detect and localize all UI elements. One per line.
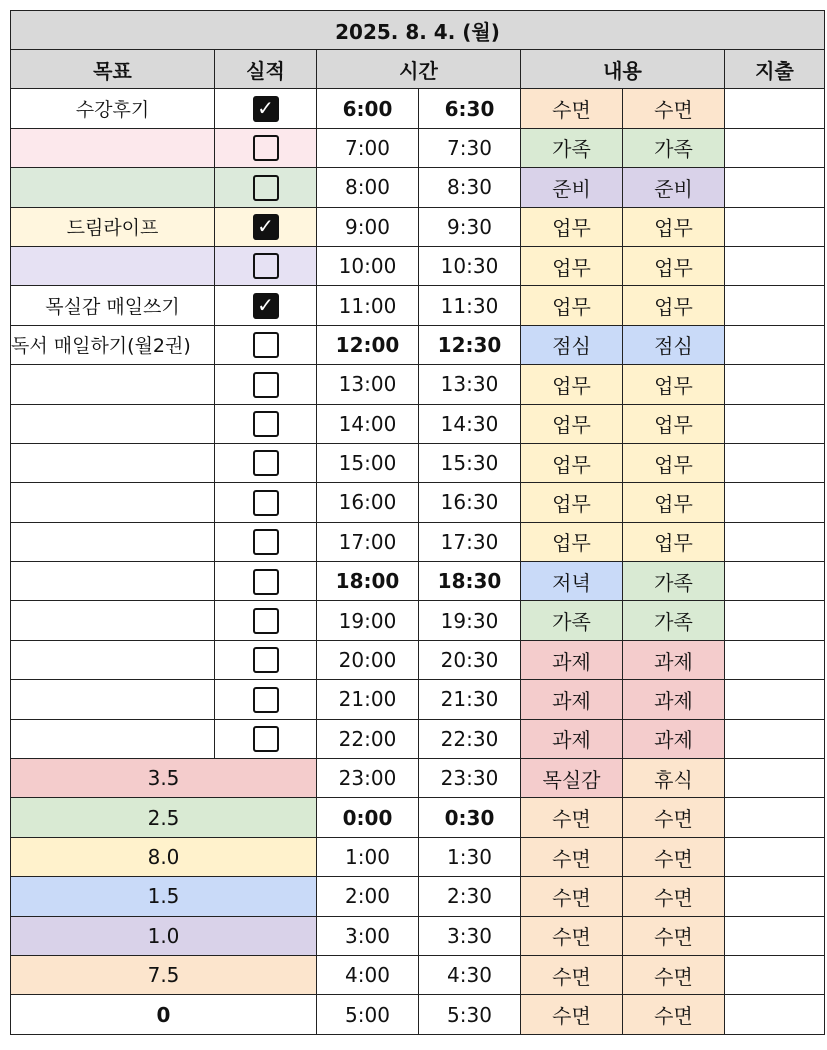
summary-hours-cell: 7.5 [11, 955, 317, 994]
summary-hours-cell: 2.5 [11, 798, 317, 837]
end-time-cell: 5:30 [419, 995, 521, 1034]
activity-cell[interactable]: 업무 [623, 286, 725, 325]
schedule-row [11, 483, 825, 522]
activity-cell[interactable]: 준비 [623, 168, 725, 207]
start-time-cell: 7:00 [317, 128, 419, 167]
schedule-row [11, 404, 825, 443]
unchecked-checkbox[interactable] [253, 332, 279, 358]
header-expense: 지출 [725, 50, 825, 89]
expense-cell[interactable] [725, 995, 825, 1034]
result-cell [215, 286, 317, 325]
expense-cell[interactable] [725, 877, 825, 916]
start-time-cell: 11:00 [317, 286, 419, 325]
daily-planner-table [10, 10, 825, 1035]
activity-cell[interactable]: 업무 [623, 443, 725, 482]
activity-cell[interactable]: 수면 [623, 89, 725, 128]
activity-cell[interactable]: 목실감 [521, 759, 623, 798]
activity-cell[interactable]: 수면 [521, 89, 623, 128]
expense-cell[interactable] [725, 955, 825, 994]
result-cell [215, 207, 317, 246]
result-cell [215, 719, 317, 758]
schedule-row [11, 837, 825, 876]
start-time-cell: 23:00 [317, 759, 419, 798]
activity-cell[interactable]: 업무 [521, 365, 623, 404]
activity-cell[interactable]: 준비 [521, 168, 623, 207]
summary-hours-cell: 0 [11, 995, 317, 1034]
activity-cell[interactable]: 업무 [521, 286, 623, 325]
goal-cell[interactable] [11, 483, 215, 522]
schedule-row [11, 798, 825, 837]
unchecked-checkbox[interactable] [253, 490, 279, 516]
summary-hours-cell: 1.5 [11, 877, 317, 916]
schedule-row [11, 995, 825, 1034]
result-cell [215, 522, 317, 561]
expense-cell[interactable] [725, 522, 825, 561]
start-time-cell: 8:00 [317, 168, 419, 207]
schedule-row [11, 877, 825, 916]
expense-cell[interactable] [725, 325, 825, 364]
activity-cell[interactable]: 과제 [521, 680, 623, 719]
end-time-cell: 7:30 [419, 128, 521, 167]
start-time-cell: 22:00 [317, 719, 419, 758]
start-time-cell: 10:00 [317, 246, 419, 285]
schedule-row [11, 680, 825, 719]
result-cell [215, 246, 317, 285]
summary-hours-cell: 8.0 [11, 837, 317, 876]
end-time-cell: 9:30 [419, 207, 521, 246]
unchecked-checkbox[interactable] [253, 372, 279, 398]
activity-cell[interactable]: 수면 [521, 837, 623, 876]
activity-cell[interactable]: 업무 [623, 365, 725, 404]
end-time-cell: 20:30 [419, 640, 521, 679]
unchecked-checkbox[interactable] [253, 608, 279, 634]
schedule-row [11, 522, 825, 561]
activity-cell[interactable]: 업무 [623, 246, 725, 285]
goal-cell[interactable] [11, 601, 215, 640]
unchecked-checkbox[interactable] [253, 450, 279, 476]
expense-cell[interactable] [725, 483, 825, 522]
start-time-cell: 17:00 [317, 522, 419, 561]
start-time-cell: 19:00 [317, 601, 419, 640]
start-time-cell: 3:00 [317, 916, 419, 955]
result-cell [215, 640, 317, 679]
expense-cell[interactable] [725, 246, 825, 285]
activity-cell[interactable]: 수면 [623, 955, 725, 994]
activity-cell[interactable]: 업무 [521, 443, 623, 482]
expense-cell[interactable] [725, 916, 825, 955]
schedule-row [11, 207, 825, 246]
activity-cell[interactable]: 업무 [521, 207, 623, 246]
end-time-cell: 18:30 [419, 562, 521, 601]
activity-cell[interactable]: 가족 [623, 601, 725, 640]
end-time-cell: 23:30 [419, 759, 521, 798]
schedule-row [11, 719, 825, 758]
activity-cell[interactable]: 업무 [521, 404, 623, 443]
start-time-cell: 5:00 [317, 995, 419, 1034]
schedule-row [11, 365, 825, 404]
activity-cell[interactable]: 점심 [521, 325, 623, 364]
expense-cell[interactable] [725, 168, 825, 207]
activity-cell[interactable]: 수면 [623, 798, 725, 837]
schedule-row [11, 916, 825, 955]
expense-cell[interactable] [725, 837, 825, 876]
end-time-cell: 14:30 [419, 404, 521, 443]
expense-cell[interactable] [725, 640, 825, 679]
activity-cell[interactable]: 수면 [521, 798, 623, 837]
end-time-cell: 22:30 [419, 719, 521, 758]
activity-cell[interactable]: 과제 [623, 640, 725, 679]
start-time-cell: 9:00 [317, 207, 419, 246]
goal-cell[interactable] [11, 719, 215, 758]
activity-cell[interactable]: 수면 [521, 955, 623, 994]
result-cell [215, 483, 317, 522]
checked-checkbox[interactable]: ✓ [253, 293, 279, 319]
checked-checkbox[interactable]: ✓ [253, 96, 279, 122]
header-content: 내용 [521, 50, 725, 89]
activity-cell[interactable]: 수면 [521, 916, 623, 955]
result-cell [215, 365, 317, 404]
expense-cell[interactable] [725, 719, 825, 758]
expense-cell[interactable] [725, 207, 825, 246]
activity-cell[interactable]: 가족 [623, 562, 725, 601]
summary-hours-cell: 1.0 [11, 916, 317, 955]
activity-cell[interactable]: 업무 [521, 522, 623, 561]
schedule-row [11, 562, 825, 601]
schedule-row [11, 325, 825, 364]
schedule-row [11, 246, 825, 285]
start-time-cell: 4:00 [317, 955, 419, 994]
end-time-cell: 21:30 [419, 680, 521, 719]
start-time-cell: 21:00 [317, 680, 419, 719]
activity-cell[interactable]: 과제 [521, 719, 623, 758]
activity-cell[interactable]: 가족 [521, 128, 623, 167]
activity-cell[interactable]: 수면 [623, 877, 725, 916]
start-time-cell: 18:00 [317, 562, 419, 601]
result-cell [215, 168, 317, 207]
goal-cell[interactable]: 드림라이프 [11, 207, 215, 246]
activity-cell[interactable]: 수면 [623, 837, 725, 876]
end-time-cell: 13:30 [419, 365, 521, 404]
activity-cell[interactable]: 업무 [623, 522, 725, 561]
end-time-cell: 16:30 [419, 483, 521, 522]
goal-cell[interactable] [11, 443, 215, 482]
start-time-cell: 20:00 [317, 640, 419, 679]
schedule-row [11, 89, 825, 128]
goal-cell[interactable] [11, 365, 215, 404]
expense-cell[interactable] [725, 562, 825, 601]
result-cell [215, 562, 317, 601]
end-time-cell: 3:30 [419, 916, 521, 955]
end-time-cell: 4:30 [419, 955, 521, 994]
activity-cell[interactable]: 업무 [623, 207, 725, 246]
schedule-row [11, 443, 825, 482]
end-time-cell: 15:30 [419, 443, 521, 482]
start-time-cell: 1:00 [317, 837, 419, 876]
activity-cell[interactable]: 저녁 [521, 562, 623, 601]
result-cell [215, 128, 317, 167]
expense-cell[interactable] [725, 365, 825, 404]
goal-cell[interactable] [11, 128, 215, 167]
header-time: 시간 [317, 50, 521, 89]
goal-cell[interactable]: 수강후기 [11, 89, 215, 128]
end-time-cell: 8:30 [419, 168, 521, 207]
end-time-cell: 10:30 [419, 246, 521, 285]
start-time-cell: 15:00 [317, 443, 419, 482]
goal-cell[interactable] [11, 522, 215, 561]
expense-cell[interactable] [725, 89, 825, 128]
goal-cell[interactable] [11, 562, 215, 601]
date-title: 2025. 8. 4. (월) [11, 11, 825, 50]
goal-cell[interactable]: 독서 매일하기(월2권) [11, 325, 215, 364]
start-time-cell: 12:00 [317, 325, 419, 364]
activity-cell[interactable]: 업무 [623, 483, 725, 522]
end-time-cell: 19:30 [419, 601, 521, 640]
activity-cell[interactable]: 업무 [521, 246, 623, 285]
activity-cell[interactable]: 과제 [623, 719, 725, 758]
start-time-cell: 2:00 [317, 877, 419, 916]
activity-cell[interactable]: 과제 [521, 640, 623, 679]
activity-cell[interactable]: 수면 [521, 995, 623, 1034]
unchecked-checkbox[interactable] [253, 253, 279, 279]
unchecked-checkbox[interactable] [253, 569, 279, 595]
schedule-row [11, 286, 825, 325]
title-row [11, 11, 825, 50]
goal-cell[interactable] [11, 168, 215, 207]
header-row [11, 50, 825, 89]
activity-cell[interactable]: 수면 [623, 995, 725, 1034]
result-cell [215, 325, 317, 364]
start-time-cell: 16:00 [317, 483, 419, 522]
end-time-cell: 2:30 [419, 877, 521, 916]
activity-cell[interactable]: 수면 [521, 877, 623, 916]
expense-cell[interactable] [725, 128, 825, 167]
activity-cell[interactable]: 가족 [623, 128, 725, 167]
schedule-row [11, 128, 825, 167]
unchecked-checkbox[interactable] [253, 687, 279, 713]
expense-cell[interactable] [725, 601, 825, 640]
result-cell [215, 601, 317, 640]
expense-cell[interactable] [725, 680, 825, 719]
result-cell [215, 443, 317, 482]
unchecked-checkbox[interactable] [253, 411, 279, 437]
expense-cell[interactable] [725, 404, 825, 443]
activity-cell[interactable]: 가족 [521, 601, 623, 640]
unchecked-checkbox[interactable] [253, 647, 279, 673]
expense-cell[interactable] [725, 759, 825, 798]
schedule-row [11, 168, 825, 207]
summary-hours-cell: 3.5 [11, 759, 317, 798]
end-time-cell: 11:30 [419, 286, 521, 325]
start-time-cell: 6:00 [317, 89, 419, 128]
unchecked-checkbox[interactable] [253, 175, 279, 201]
schedule-row [11, 601, 825, 640]
schedule-row [11, 759, 825, 798]
end-time-cell: 12:30 [419, 325, 521, 364]
expense-cell[interactable] [725, 286, 825, 325]
start-time-cell: 0:00 [317, 798, 419, 837]
schedule-row [11, 955, 825, 994]
activity-cell[interactable]: 업무 [623, 404, 725, 443]
end-time-cell: 6:30 [419, 89, 521, 128]
start-time-cell: 13:00 [317, 365, 419, 404]
unchecked-checkbox[interactable] [253, 726, 279, 752]
activity-cell[interactable]: 수면 [623, 916, 725, 955]
expense-cell[interactable] [725, 443, 825, 482]
header-result: 실적 [215, 50, 317, 89]
goal-cell[interactable] [11, 640, 215, 679]
result-cell [215, 89, 317, 128]
result-cell [215, 680, 317, 719]
end-time-cell: 1:30 [419, 837, 521, 876]
goal-cell[interactable] [11, 246, 215, 285]
goal-cell[interactable] [11, 680, 215, 719]
result-cell [215, 404, 317, 443]
header-goal: 목표 [11, 50, 215, 89]
goal-cell[interactable] [11, 404, 215, 443]
checked-checkbox[interactable]: ✓ [253, 214, 279, 240]
activity-cell[interactable]: 과제 [623, 680, 725, 719]
activity-cell[interactable]: 점심 [623, 325, 725, 364]
unchecked-checkbox[interactable] [253, 529, 279, 555]
expense-cell[interactable] [725, 798, 825, 837]
goal-cell[interactable]: 목실감 매일쓰기 [11, 286, 215, 325]
end-time-cell: 0:30 [419, 798, 521, 837]
end-time-cell: 17:30 [419, 522, 521, 561]
unchecked-checkbox[interactable] [253, 135, 279, 161]
start-time-cell: 14:00 [317, 404, 419, 443]
activity-cell[interactable]: 업무 [521, 483, 623, 522]
activity-cell[interactable]: 휴식 [623, 759, 725, 798]
schedule-row [11, 640, 825, 679]
